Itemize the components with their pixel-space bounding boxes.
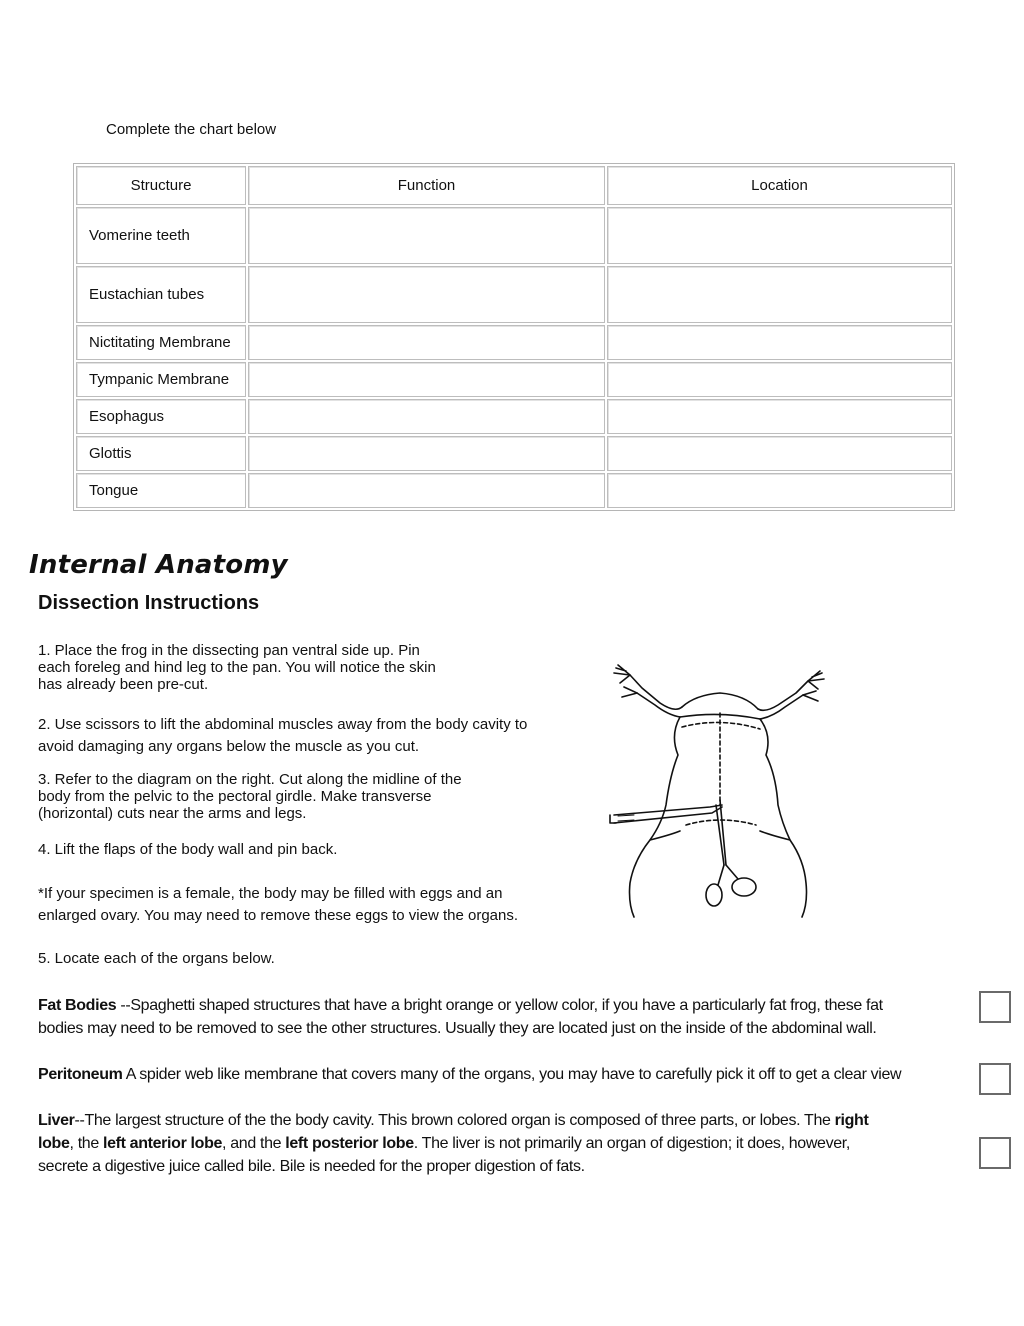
liver-checkbox[interactable] [979, 1137, 1011, 1169]
function-cell[interactable] [248, 473, 605, 508]
organ-fat-bodies [38, 994, 958, 1040]
organ-liver [38, 1109, 958, 1178]
location-cell[interactable] [607, 473, 952, 508]
location-cell[interactable] [607, 436, 952, 471]
step-4: 4. Lift the flaps of the body wall and pin back. [38, 841, 338, 858]
table-row [76, 266, 952, 323]
liver-text: --The largest structure of the the body cavity. This brown colored organ is composed of three parts, or lobes. The [74, 1112, 835, 1129]
table-row [76, 399, 952, 434]
function-cell[interactable] [248, 325, 605, 360]
structure-chart [73, 163, 955, 511]
table-row [76, 325, 952, 360]
female-note [38, 883, 518, 927]
table-row [76, 207, 952, 264]
step-1-line: 1. Place the frog in the dissecting pan ventral side up. Pin [38, 642, 420, 659]
liver-text: , the [69, 1135, 103, 1152]
liver-lobe-term: lobe [38, 1135, 70, 1152]
fat-bodies-term: Fat Bodies [38, 997, 117, 1014]
liver-line-1 [38, 1109, 958, 1132]
scissors [706, 800, 756, 906]
header-function: Function [248, 166, 605, 205]
step-5: 5. Locate each of the organs below. [38, 950, 275, 967]
location-cell[interactable] [607, 207, 952, 264]
function-cell[interactable] [248, 362, 605, 397]
function-cell[interactable] [248, 399, 605, 434]
step-3-line: 3. Refer to the diagram on the right. Cut along the midline of the [38, 771, 462, 788]
table-row [76, 473, 952, 508]
female-note-line: enlarged ovary. You may need to remove these eggs to view the organs. [38, 907, 519, 924]
structure-cell: Tympanic Membrane [76, 362, 246, 397]
chart-header-row [76, 166, 952, 205]
liver-line-3: secrete a digestive juice called bile. Bile is needed for the proper digestion of fats. [38, 1158, 585, 1175]
liver-left-anterior-term: left anterior lobe [102, 1135, 223, 1152]
liver-line-2 [38, 1132, 958, 1155]
step-2-line: avoid damaging any organs below the muscle as you cut. [38, 738, 420, 755]
step-1-line: each foreleg and hind leg to the pan. You will notice the skin [38, 659, 436, 676]
fat-bodies-text: --Spaghetti shaped structures that have a bright orange or yellow color, if you have a particularly fat frog, these fat [116, 997, 883, 1014]
section-title: Internal Anatomy [29, 550, 288, 580]
peritoneum-line [38, 1063, 958, 1086]
frog-dissection-diagram [600, 655, 840, 923]
organ-peritoneum [38, 1063, 958, 1086]
female-note-line: *If your specimen is a female, the body may be filled with eggs and an [38, 885, 503, 902]
liver-term: Liver [38, 1112, 75, 1129]
table-row [76, 362, 952, 397]
peritoneum-text: A spider web like membrane that covers many of the organs, you may have to carefully pick it off to get a clear view [122, 1066, 902, 1083]
step-1-line: has already been pre-cut. [38, 676, 209, 693]
header-structure: Structure [76, 166, 246, 205]
structure-cell: Tongue [76, 473, 246, 508]
structure-cell: Nictitating Membrane [76, 325, 246, 360]
structure-cell: Glottis [76, 436, 246, 471]
structure-cell: Vomerine teeth [76, 207, 246, 264]
step-3 [38, 771, 462, 822]
peritoneum-checkbox[interactable] [979, 1063, 1011, 1095]
liver-text: . The liver is not primarily an organ of digestion; it does, however, [413, 1135, 850, 1152]
structure-cell: Eustachian tubes [76, 266, 246, 323]
structure-cell: Esophagus [76, 399, 246, 434]
peritoneum-term: Peritoneum [38, 1066, 123, 1083]
function-cell[interactable] [248, 436, 605, 471]
fat-bodies-line-1 [38, 994, 958, 1017]
fat-bodies-line-2: bodies may need to be removed to see the other structures. Usually they are located just on the inside of the abdominal wall. [38, 1020, 877, 1037]
step-3-line: body from the pelvic to the pectoral girdle. Make transverse [38, 788, 432, 805]
frog-left-foreleg [614, 665, 682, 717]
liver-text: , and the [222, 1135, 286, 1152]
location-cell[interactable] [607, 266, 952, 323]
step-3-line: (horizontal) cuts near the arms and legs. [38, 805, 307, 822]
step-2-line: 2. Use scissors to lift the abdominal muscles away from the body cavity to [38, 716, 528, 733]
location-cell[interactable] [607, 325, 952, 360]
location-cell[interactable] [607, 362, 952, 397]
function-cell[interactable] [248, 207, 605, 264]
frog-head-outline [682, 693, 758, 709]
step-2 [38, 714, 527, 758]
step-1 [38, 642, 436, 693]
liver-left-posterior-term: left posterior lobe [285, 1135, 414, 1152]
frog-right-foreleg [758, 671, 824, 719]
chart-instruction: Complete the chart below [106, 121, 277, 138]
location-cell[interactable] [607, 399, 952, 434]
liver-right-term: right [834, 1112, 869, 1129]
instructions-heading: Dissection Instructions [38, 592, 260, 614]
header-location: Location [607, 166, 952, 205]
function-cell[interactable] [248, 266, 605, 323]
fat-bodies-checkbox[interactable] [979, 991, 1011, 1023]
table-row [76, 436, 952, 471]
